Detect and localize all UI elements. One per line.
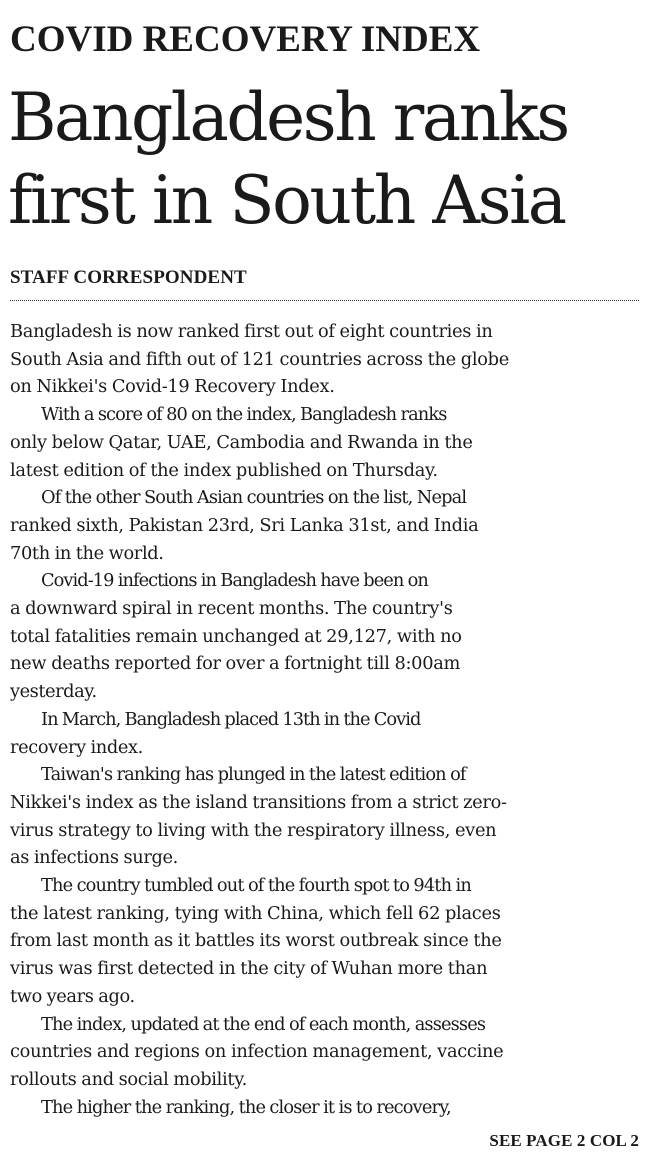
article-paragraph [10,1011,642,1094]
paragraph-line: a downward spiral in recent months. The country's [10,598,453,620]
article-paragraph [10,401,642,484]
paragraph-line: recovery index. [10,736,143,758]
paragraph-line: virus strategy to living with the respiratory illness, even [10,819,497,841]
paragraph-line: The higher the ranking, the closer it is to recovery, [41,1096,451,1118]
article-paragraph [10,1094,642,1122]
article-paragraph [10,318,642,401]
paragraph-line: the latest ranking, tying with China, which fell 62 places [10,902,501,924]
byline-divider [10,300,639,301]
headline-line: first in South Asia [8,162,565,239]
paragraph-line: Covid-19 infections in Bangladesh have been on [41,570,428,592]
paragraph-line: Nikkei's index as the island transitions from a strict zero- [10,791,507,813]
paragraph-line: countries and regions on infection management, vaccine [10,1041,504,1063]
paragraph-line: Of the other South Asian countries on the list, Nepal [41,487,467,509]
paragraph-line: 70th in the world. [10,542,164,564]
paragraph-line: from last month as it battles its worst outbreak since the [10,930,502,952]
article-paragraph [10,567,642,706]
paragraph-line: total fatalities remain unchanged at 29,127, with no [10,625,462,647]
paragraph-line: With a score of 80 on the index, Bangladesh ranks [41,404,447,426]
paragraph-line: only below Qatar, UAE, Cambodia and Rwanda in the [10,431,473,453]
article-paragraph [10,706,642,761]
article-headline [8,76,648,242]
jump-line: SEE PAGE 2 COL 2 [489,1131,639,1150]
paragraph-line: on Nikkei's Covid-19 Recovery Index. [10,376,335,398]
paragraph-line: Taiwan's ranking has plunged in the latest edition of [41,764,466,786]
paragraph-line: latest edition of the index published on Thursday. [10,459,438,481]
paragraph-line: as infections surge. [10,847,178,869]
paragraph-line: rollouts and social mobility. [10,1068,247,1090]
article-paragraph [10,484,642,567]
paragraph-line: yesterday. [10,681,97,703]
paragraph-line: In March, Bangladesh placed 13th in the Covid [41,708,421,730]
paragraph-line: The country tumbled out of the fourth spot to 94th in [41,875,471,897]
article-body [10,318,642,1121]
paragraph-line: ranked sixth, Pakistan 23rd, Sri Lanka 31st, and India [10,514,479,536]
paragraph-line: new deaths reported for over a fortnight till 8:00am [10,653,461,675]
paragraph-line: two years ago. [10,985,135,1007]
paragraph-line: South Asia and fifth out of 121 countries across the globe [10,348,509,370]
article-paragraph [10,761,642,872]
article-paragraph [10,872,642,1011]
paragraph-line: virus was first detected in the city of Wuhan more than [10,958,488,980]
article-byline: STAFF CORRESPONDENT [10,267,247,288]
paragraph-line: The index, updated at the end of each month, assesses [41,1013,486,1035]
paragraph-line: Bangladesh is now ranked first out of eight countries in [10,321,493,342]
article-kicker: COVID RECOVERY INDEX [10,19,481,60]
headline-line: Bangladesh ranks [8,79,568,156]
